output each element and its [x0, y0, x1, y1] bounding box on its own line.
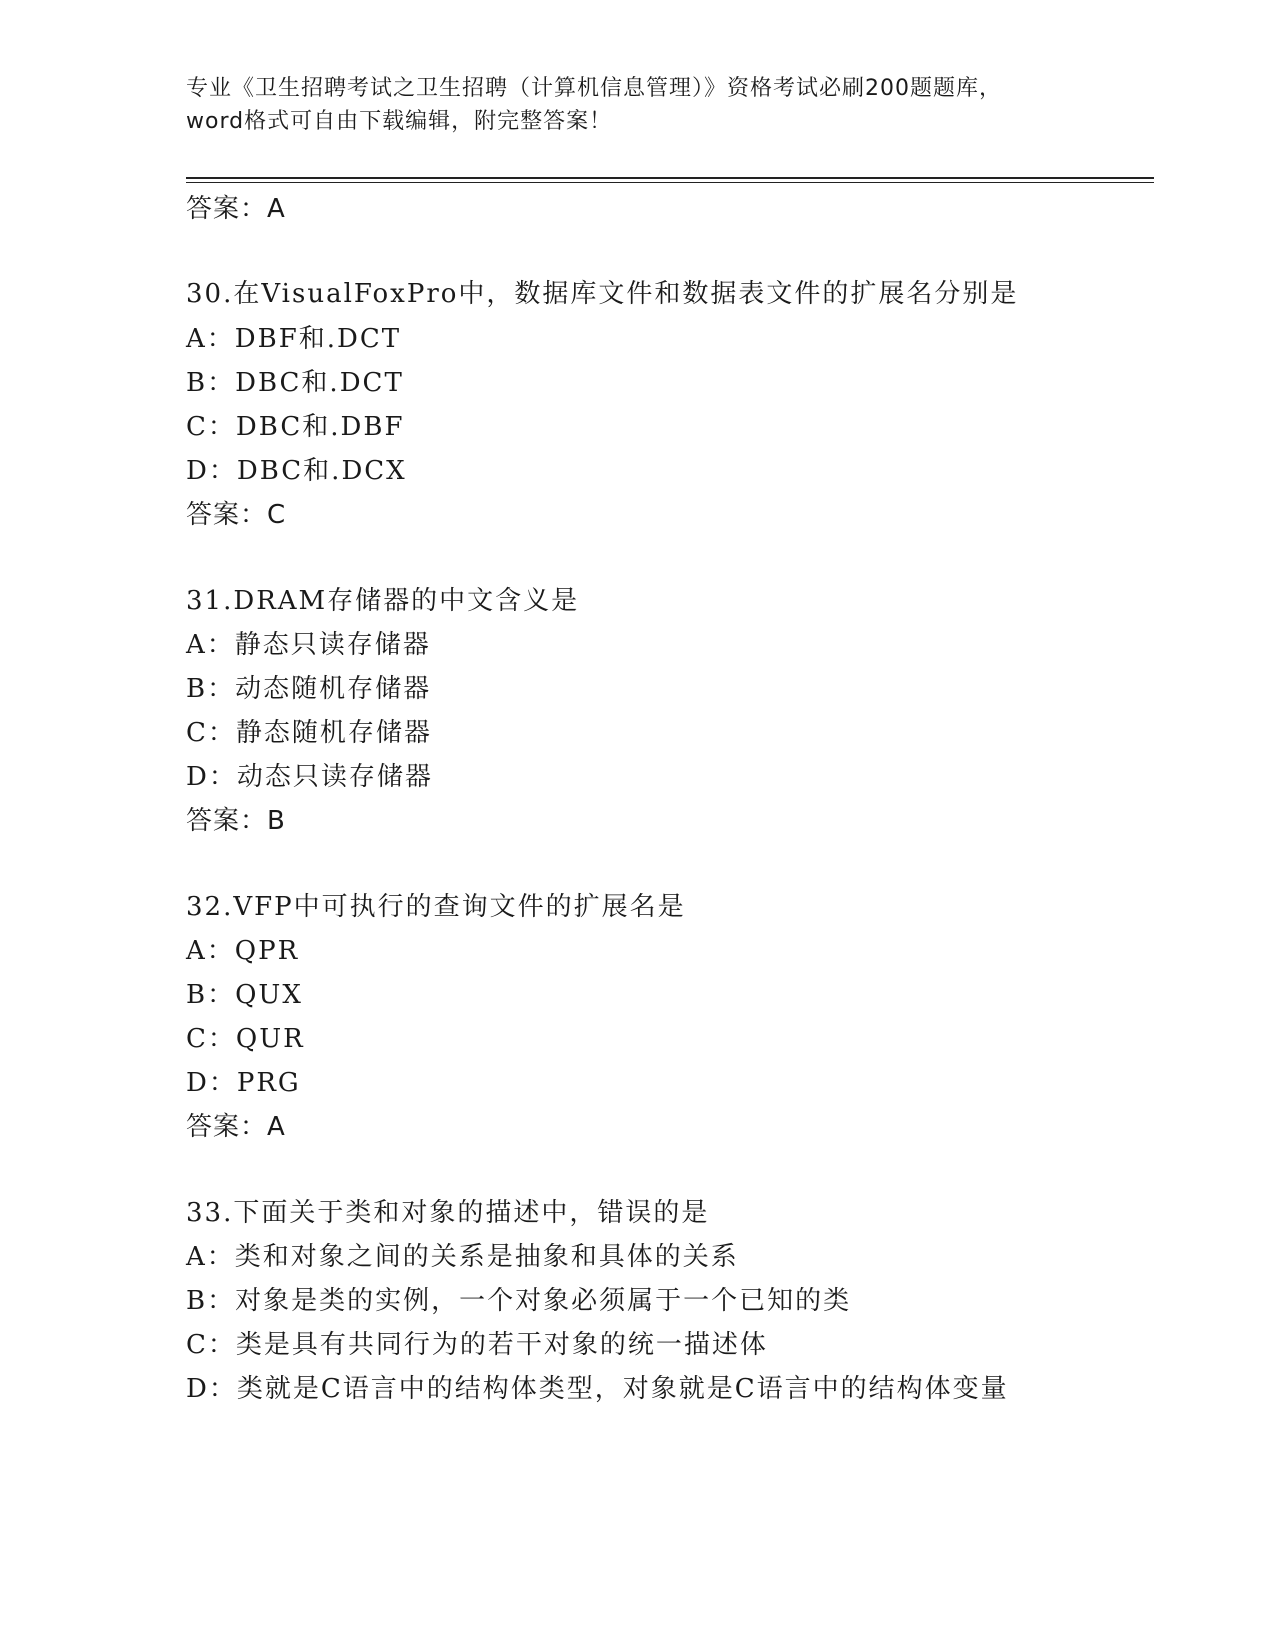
- answer-30: 答案：C: [186, 500, 287, 530]
- q31-option-d: D：动态只读存储器: [186, 762, 433, 792]
- header-line-2: word格式可自由下载编辑，附完整答案！: [186, 109, 613, 134]
- q30-option-a: A：DBF和.DCT: [186, 324, 402, 354]
- q32-option-c: C：QUR: [186, 1024, 305, 1054]
- q31-option-b: B：动态随机存储器: [186, 674, 432, 704]
- q33-option-a: A：类和对象之间的关系是抽象和具体的关系: [186, 1242, 739, 1272]
- document-header: [186, 72, 1086, 138]
- q31-option-a: A：静态只读存储器: [186, 630, 431, 660]
- q31-option-c: C：静态随机存储器: [186, 718, 432, 748]
- question-32: 32.VFP中可执行的查询文件的扩展名是: [186, 892, 686, 922]
- header-divider-thick: [186, 177, 1154, 179]
- answer-31: 答案：B: [186, 806, 286, 836]
- q33-option-b: B：对象是类的实例，一个对象必须属于一个已知的类: [186, 1286, 852, 1316]
- q32-option-b: B：QUX: [186, 980, 303, 1010]
- q32-option-a: A：QPR: [186, 936, 300, 966]
- q30-option-b: B：DBC和.DCT: [186, 368, 404, 398]
- question-31: 31.DRAM存储器的中文含义是: [186, 586, 580, 616]
- q32-option-d: D：PRG: [186, 1068, 301, 1098]
- q33-option-c: C：类是具有共同行为的若干对象的统一描述体: [186, 1330, 768, 1360]
- answer-32: 答案：A: [186, 1112, 286, 1142]
- question-33: 33.下面关于类和对象的描述中，错误的是: [186, 1198, 710, 1228]
- q33-option-d: D：类就是C语言中的结构体类型，对象就是C语言中的结构体变量: [186, 1374, 1009, 1404]
- header-divider-thin: [186, 182, 1154, 183]
- header-line-1: 专业《卫生招聘考试之卫生招聘（计算机信息管理）》资格考试必刷200题题库，: [186, 76, 1002, 101]
- answer-29: 答案：A: [186, 194, 286, 224]
- q30-option-c: C：DBC和.DBF: [186, 412, 405, 442]
- q30-option-d: D：DBC和.DCX: [186, 456, 407, 486]
- question-30: 30.在VisualFoxPro中，数据库文件和数据表文件的扩展名分别是: [186, 279, 1019, 309]
